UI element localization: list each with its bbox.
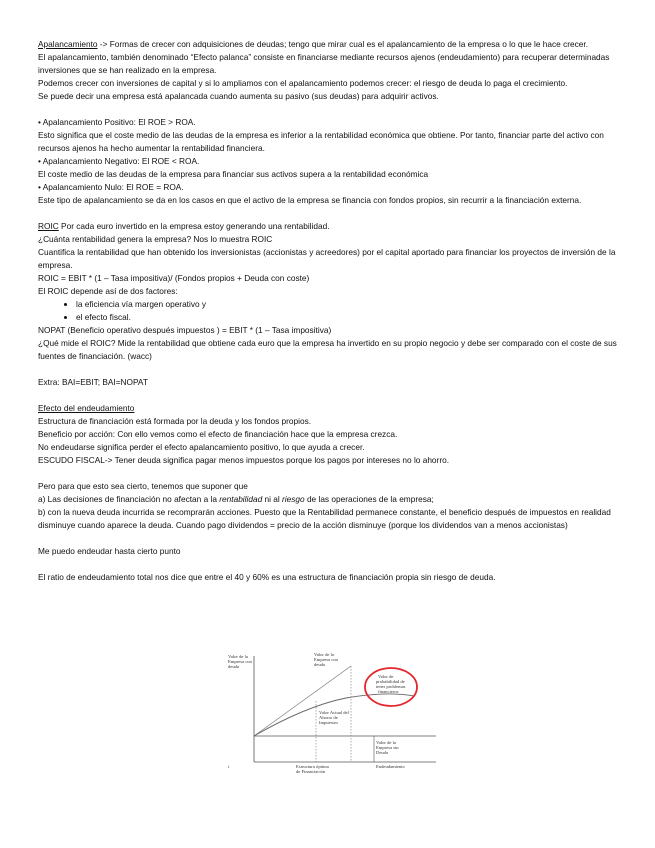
x-axis-optimal-label: Estructura óptima de Financiación xyxy=(296,764,329,774)
pero-intro: Pero para que esto sea cierto, tenemos que suponer que xyxy=(38,481,248,491)
roic-question: ¿Qué mide el ROIC? Mide la rentabilidad que obtiene cada euro que la empresa ha invertido en su propio negocio y debe ser comparado con el coste de sus fuentes de financiación. (wacc) xyxy=(38,338,617,361)
roic-formula: ROIC = EBIT * (1 – Tasa impositiva)/ (Fondos propios + Deuda con coste) xyxy=(38,273,310,283)
apal-negativo: • Apalancamiento Negativo: El ROE < ROA. xyxy=(38,156,200,166)
debt-value-diagram xyxy=(226,646,448,776)
levered-value-label: Valor de la Empresa con deuda xyxy=(314,652,338,667)
tax-shield-line xyxy=(254,666,351,736)
unlevered-value-label: Valor de la Empresa sin Deuda xyxy=(376,740,399,755)
apal-negativo-desc: El coste medio de las deudas de la empresa para financiar sus activos supera a la rentabilidad económica xyxy=(38,169,429,179)
apalancamiento-line: El apalancamiento, también denominado “Efecto palanca” consiste en financiarse mediante recursos ajenos (endeudamiento) para recuperar determinadas inversiones que se han realizado en la empresa. xyxy=(38,52,610,75)
list-item: • la eficiencia vía margen operativo y xyxy=(76,298,620,311)
y-axis-label: Valor de la Empresa con deuda xyxy=(228,654,252,669)
tax-shield-label: Valor Actual del Ahorro de Impuestos xyxy=(319,710,349,725)
apalancamiento-intro xyxy=(38,38,620,51)
origin-mark: t xyxy=(228,764,230,769)
efecto-line: ESCUDO FISCAL-> Tener deuda significa pagar menos impuestos porque los pagos por intereses no lo ahorro. xyxy=(38,455,449,465)
nopat-formula: NOPAT (Beneficio operativo después impuestos ) = EBIT * (1 – Tasa impositiva) xyxy=(38,325,332,335)
ratio-line: El ratio de endeudamiento total nos dice que entre el 40 y 60% es una estructura de financiación propia sin riesgo de deuda. xyxy=(38,572,496,582)
apal-positivo-desc: Esto significa que el coste medio de las deudas de la empresa es inferior a la rentabilidad económica que obtiene. Por tanto, financiar parte del activo con recursos ajenos ha hecho aumentar la rentabilidad financiera. xyxy=(38,130,604,153)
apalancamiento-heading: Apalancamiento xyxy=(38,39,98,49)
extra-note: Extra: BAI=EBIT; BAI=NOPAT xyxy=(38,377,148,387)
apal-nulo: • Apalancamiento Nulo: El ROE = ROA. xyxy=(38,182,184,192)
pero-b: b) con la nueva deuda incurrida se recomprarán acciones. Puesto que la Rentabilidad permanece constante, el beneficio después de impuestos en realidad disminuye cuando aparece la deuda. Cuando pago dividendos = precio de la acción disminuye (porque los dividendos van a menos accionistas) xyxy=(38,507,611,530)
roic-heading: ROIC xyxy=(38,221,59,231)
document-page xyxy=(38,38,620,584)
x-axis-label: Endeudamiento xyxy=(376,764,405,769)
roic-factors-list xyxy=(38,298,620,324)
apal-positivo: • Apalancamiento Positivo: El ROE > ROA. xyxy=(38,117,196,127)
list-item: • el efecto fiscal. xyxy=(76,311,620,324)
efecto-heading: Efecto del endeudamiento xyxy=(38,403,135,413)
efecto-line: Estructura de financiación está formada por la deuda y los fondos propios. xyxy=(38,416,312,426)
roic-intro: ROIC Por cada euro invertido en la empresa estoy generando una rentabilidad. xyxy=(38,221,330,231)
apalancamiento-def: -> Formas de crecer con adquisiciones de deudas; tengo que mirar cual es el apalancamiento de la empresa o lo que le hace crecer. xyxy=(97,39,589,49)
efecto-line: Beneficio por acción: Con ello vemos como el efecto de financiación hace que la empresa crezca. xyxy=(38,429,398,439)
roic-line: Cuantifica la rentabilidad que han obtenido los inversionistas (accionistas y acreedores) por el capital aportado para financiar los proyectos de inversión de la empresa. xyxy=(38,247,616,270)
apalancamiento-line: Se puede decir una empresa está apalancada cuando aumenta su pasivo (sus deudas) para adquirir activos. xyxy=(38,91,439,101)
roic-line: El ROIC depende así de dos factores: xyxy=(38,286,178,296)
efecto-line: No endeudarse significa perder el efecto apalancamiento positivo, lo que ayuda a crecer. xyxy=(38,442,365,452)
apal-nulo-desc: Este tipo de apalancamiento se da en los casos en que el activo de la empresa se financia con fondos propios, sin recurrir a la financiación externa. xyxy=(38,195,582,205)
pero-a: a) Las decisiones de financiación no afectan a la rentabilidad ni al riesgo de las operaciones de la empresa; xyxy=(38,494,434,504)
diagram-svg xyxy=(226,646,448,776)
roic-line: ¿Cuánta rentabilidad genera la empresa? Nos lo muestra ROIC xyxy=(38,234,273,244)
apalancamiento-line: Podemos crecer con inversiones de capital y si lo ampliamos con el apalancamiento podemos crecer: el riesgo de deuda lo paga el crecimiento. xyxy=(38,78,568,88)
endeudar-line: Me puedo endeudar hasta cierto punto xyxy=(38,546,181,556)
distress-label: Valor de probabilidad de tener problemas financieros xyxy=(376,674,406,694)
